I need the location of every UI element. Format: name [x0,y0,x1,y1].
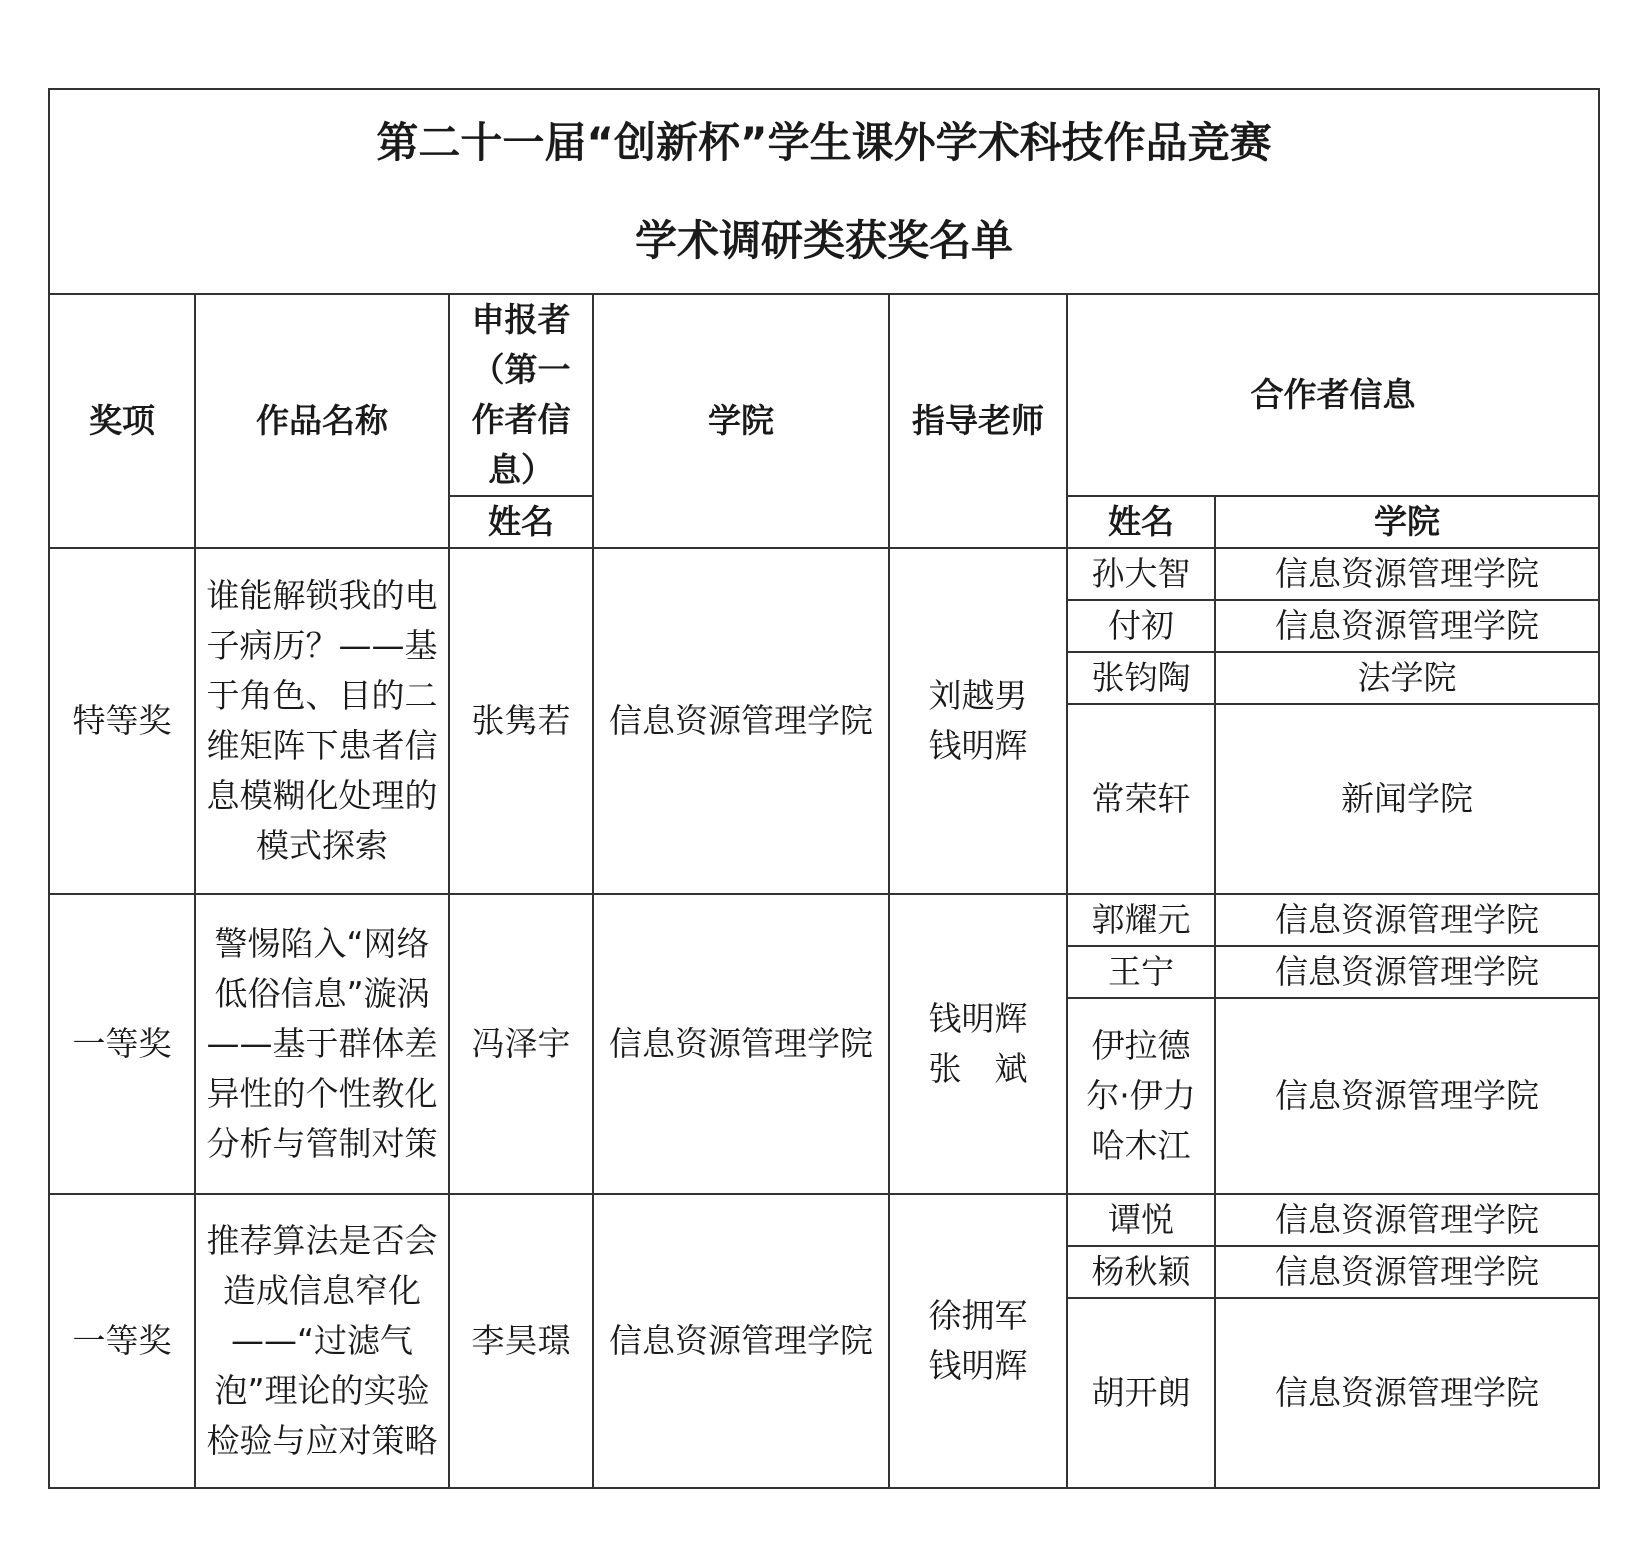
collab-college-cell: 信息资源管理学院 [1215,1246,1599,1298]
collab-name-cell: 王宁 [1067,946,1215,998]
advisor-cell [889,548,1067,894]
advisor-name: 刘越男 [928,676,1028,715]
award-cell: 一等奖 [49,894,195,1194]
advisor-name: 徐拥军 [928,1296,1028,1335]
header-advisor: 指导老师 [889,294,1067,548]
college-cell: 信息资源管理学院 [593,548,889,894]
document-subtitle: 学术调研类获奖名单 [635,215,1014,265]
advisor-name: 钱明辉 [928,1346,1028,1385]
applicant-cell: 张隽若 [449,548,593,894]
header-collaborators: 合作者信息 [1067,294,1599,496]
award-list-document [48,88,1598,1489]
collab-name-cell: 孙大智 [1067,548,1215,600]
advisor-cell [889,894,1067,1194]
header-collab-name: 姓名 [1067,496,1215,548]
applicant-cell: 李昊璟 [449,1194,593,1488]
collab-name-cell: 谭悦 [1067,1194,1215,1246]
applicant-cell: 冯泽宇 [449,894,593,1194]
collab-name-cell: 杨秋颖 [1067,1246,1215,1298]
collab-college-cell: 信息资源管理学院 [1215,1194,1599,1246]
award-table [48,88,1600,1489]
title-cell [49,89,1599,294]
collab-college-cell: 信息资源管理学院 [1215,1298,1599,1488]
advisor-name: 钱明辉 [928,726,1028,765]
advisor-name: 钱明辉 [928,999,1028,1038]
work-name-cell: 警惕陷入“网络低俗信息”漩涡——基于群体差异性的个性教化分析与管制对策 [195,894,449,1194]
header-applicant: 申报者（第一作者信息） [449,294,593,496]
collab-college-cell: 新闻学院 [1215,704,1599,894]
college-cell: 信息资源管理学院 [593,1194,889,1488]
collab-name-cell: 伊拉德尔·伊力哈木江 [1067,998,1215,1194]
collab-name-cell: 郭耀元 [1067,894,1215,946]
work-name-cell: 谁能解锁我的电子病历？——基于角色、目的二维矩阵下患者信息模糊化处理的模式探索 [195,548,449,894]
document-title: 第二十一届“创新杯”学生课外学术科技作品竞赛 [376,117,1272,167]
collab-college-cell: 法学院 [1215,652,1599,704]
collab-name-cell: 付初 [1067,600,1215,652]
header-collab-college: 学院 [1215,496,1599,548]
award-cell: 特等奖 [49,548,195,894]
collab-college-cell: 信息资源管理学院 [1215,600,1599,652]
collab-name-cell: 胡开朗 [1067,1298,1215,1488]
collab-name-cell: 张钧陶 [1067,652,1215,704]
work-name-cell: 推荐算法是否会造成信息窄化——“过滤气泡”理论的实验检验与应对策略 [195,1194,449,1488]
header-college: 学院 [593,294,889,548]
header-applicant-name: 姓名 [449,496,593,548]
header-award: 奖项 [49,294,195,548]
collab-college-cell: 信息资源管理学院 [1215,946,1599,998]
collab-college-cell: 信息资源管理学院 [1215,894,1599,946]
header-work-name: 作品名称 [195,294,449,548]
advisor-cell [889,1194,1067,1488]
collab-college-cell: 信息资源管理学院 [1215,998,1599,1194]
collab-college-cell: 信息资源管理学院 [1215,548,1599,600]
advisor-name: 张 斌 [928,1049,1028,1088]
college-cell: 信息资源管理学院 [593,894,889,1194]
collab-name-cell: 常荣轩 [1067,704,1215,894]
award-cell: 一等奖 [49,1194,195,1488]
